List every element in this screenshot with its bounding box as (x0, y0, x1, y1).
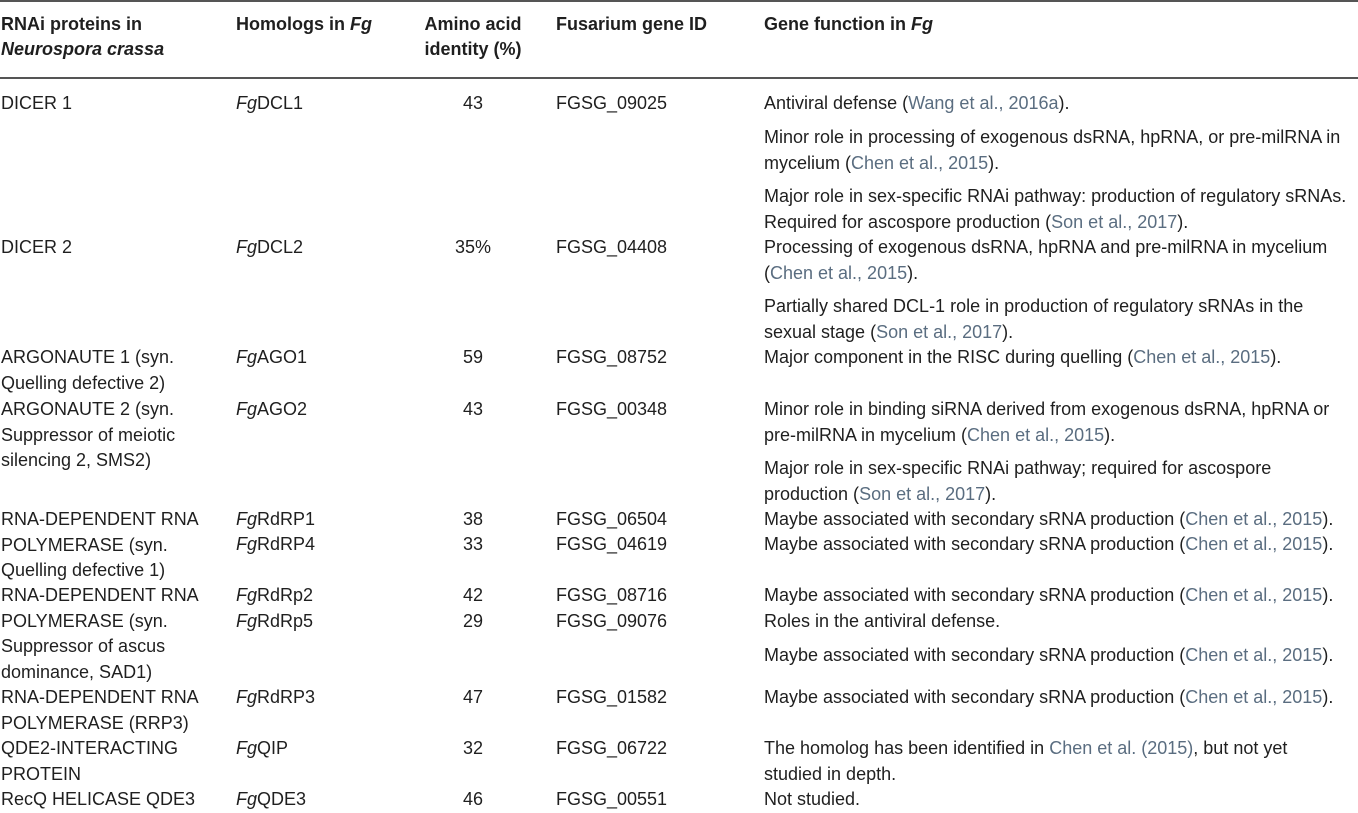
gene-function (764, 397, 1329, 448)
function-text: Partially shared DCL-1 role in production of regulatory sRNAs in the (764, 296, 1304, 316)
protein-name-line: QDE2-INTERACTING (1, 738, 179, 758)
header-gene-id: Fusarium gene ID (556, 14, 708, 34)
gene-function: Not studied. (764, 789, 861, 809)
protein-name (1, 507, 199, 584)
header-identity (424, 12, 521, 62)
function-text: ). (1058, 93, 1070, 113)
homolog-prefix: Fg (236, 738, 258, 758)
homolog-prefix: Fg (236, 237, 258, 257)
function-text: ). (1177, 211, 1189, 232)
homolog (236, 397, 307, 423)
gene-id: FGSG_04408 (556, 237, 668, 257)
header-text: Homologs in (236, 14, 350, 34)
protein-name-line: silencing 2, SMS2) (1, 450, 152, 470)
function-text: Major role in sex-specific RNAi pathway; required for ascospore (764, 458, 1272, 478)
homolog (236, 685, 315, 711)
protein-name-line: Quelling defective 1) (1, 560, 166, 580)
function-text: ). (1322, 509, 1334, 529)
homolog-suffix: RdRP4 (257, 534, 316, 554)
gene-id: FGSG_01582 (556, 687, 668, 707)
function-text: Maybe associated with secondary sRNA production ( (764, 509, 1186, 529)
function-text: ). (907, 262, 919, 283)
homolog-suffix: RdRP1 (257, 509, 316, 529)
protein-name (1, 736, 178, 787)
function-text: ). (1322, 534, 1334, 554)
function-text: sexual stage ( (764, 321, 877, 342)
protein-name-line: POLYMERASE (syn. (1, 534, 168, 555)
protein-name-line: Quelling defective 2) (1, 372, 166, 393)
protein-name (1, 583, 199, 685)
protein-name-line: dominance, SAD1) (1, 661, 153, 682)
citation-link[interactable]: Son et al., 2017 (876, 321, 1003, 342)
function-text: pre-milRNA in mycelium ( (764, 424, 968, 445)
homolog-suffix: QIP (257, 738, 289, 758)
amino-acid-identity: 32 (462, 738, 484, 758)
gene-id: FGSG_04619 (556, 534, 668, 554)
gene-function (764, 583, 1333, 609)
homolog (236, 736, 288, 762)
function-text: ). (1002, 321, 1014, 342)
function-text: ). (1270, 347, 1282, 367)
gene-function: Roles in the antiviral defense. (764, 611, 1001, 631)
homolog-suffix: DCL1 (257, 93, 304, 113)
amino-acid-identity: 38 (462, 509, 484, 529)
header-homologs (236, 12, 372, 37)
function-text: Antiviral defense ( (764, 93, 909, 113)
homolog (236, 532, 315, 558)
amino-acid-identity: 59 (462, 347, 484, 367)
protein-name: RecQ HELICASE QDE3 (1, 789, 196, 809)
protein-name: DICER 1 (1, 93, 73, 113)
function-text: Minor role in processing of exogenous dsRNA, hpRNA, or pre-milRNA in (764, 127, 1341, 147)
homolog-prefix: Fg (236, 399, 258, 419)
function-text: ). (1322, 645, 1334, 665)
gene-id: FGSG_08716 (556, 585, 668, 605)
function-text: Maybe associated with secondary sRNA production ( (764, 645, 1186, 665)
homolog-prefix: Fg (236, 687, 258, 707)
gene-id: FGSG_06722 (556, 738, 668, 758)
protein-name-line: ARGONAUTE 1 (syn. (1, 347, 175, 367)
protein-name-line: Suppressor of meiotic (1, 424, 176, 445)
homolog-prefix: Fg (236, 611, 258, 631)
amino-acid-identity: 42 (462, 585, 484, 605)
protein-name (1, 345, 174, 396)
protein-name-line: POLYMERASE (syn. (1, 610, 168, 631)
function-text: Major component in the RISC during quelling ( (764, 347, 1134, 367)
function-text: Processing of exogenous dsRNA, hpRNA and pre-milRNA in mycelium (764, 237, 1328, 257)
protein-name (1, 685, 199, 736)
gene-id: FGSG_00551 (556, 789, 668, 809)
homolog-prefix: Fg (236, 509, 258, 529)
gene-function (764, 345, 1281, 371)
gene-function (764, 456, 1271, 507)
homolog (236, 507, 315, 533)
function-text: Minor role in binding siRNA derived from exogenous dsRNA, hpRNA or (764, 399, 1330, 419)
header-text: Gene function in (764, 14, 911, 34)
homolog-suffix: QDE3 (257, 789, 307, 809)
header-text: Neurospora crassa (1, 39, 165, 59)
function-text: Required for ascospore production ( (764, 211, 1052, 232)
gene-id: FGSG_09076 (556, 611, 668, 631)
function-text: mycelium ( (764, 152, 852, 173)
homolog-prefix: Fg (236, 585, 258, 605)
function-text: , but not yet (1193, 738, 1288, 758)
homolog-suffix: AGO1 (257, 347, 308, 367)
function-text: ( (764, 262, 770, 283)
citation-link[interactable]: Chen et al., 2015 (1185, 687, 1323, 707)
homolog-prefix: Fg (236, 93, 258, 113)
protein-name-line: RNA-DEPENDENT RNA (1, 687, 199, 707)
function-text: ). (1104, 424, 1116, 445)
citation-link[interactable]: Chen et al., 2015 (770, 262, 908, 283)
citation-link[interactable]: Chen et al., 2015 (967, 424, 1105, 445)
homolog-suffix: RdRp5 (257, 611, 314, 631)
homolog (236, 609, 313, 635)
citation-link[interactable]: Chen et al., 2015 (851, 152, 989, 173)
citation-link[interactable]: Chen et al., 2015 (1185, 585, 1323, 605)
homolog-suffix: DCL2 (257, 237, 304, 257)
homolog (236, 235, 303, 261)
function-text: production ( (764, 483, 860, 504)
citation-link[interactable]: Chen et al. (2015) (1049, 738, 1194, 758)
top-rule (0, 0, 1358, 2)
header-text: identity (%) (424, 39, 522, 59)
homolog (236, 91, 303, 117)
function-text: ). (985, 483, 997, 504)
gene-id: FGSG_08752 (556, 347, 668, 367)
protein-name-line: PROTEIN (1, 763, 82, 784)
citation-link[interactable]: Chen et al., 2015 (1133, 347, 1271, 367)
amino-acid-identity: 46 (462, 789, 484, 809)
header-gene-function (764, 12, 933, 37)
citation-link[interactable]: Son et al., 2017 (1051, 211, 1178, 232)
amino-acid-identity: 35% (454, 237, 492, 257)
gene-function (764, 184, 1346, 235)
header-text: Fg (350, 14, 372, 34)
gene-id: FGSG_09025 (556, 93, 668, 113)
gene-function (764, 294, 1303, 345)
gene-function (764, 235, 1327, 286)
gene-function (764, 91, 1070, 117)
homolog (236, 345, 307, 371)
function-text: Major role in sex-specific RNAi pathway: production of regulatory sRNAs. (764, 186, 1347, 206)
gene-function (764, 532, 1333, 558)
protein-name-line: RNA-DEPENDENT RNA (1, 509, 199, 529)
amino-acid-identity: 43 (462, 93, 484, 113)
protein-name (1, 397, 175, 474)
header-text: Fg (911, 14, 933, 34)
function-text: The homolog has been identified in (764, 738, 1050, 758)
citation-link[interactable]: Wang et al., 2016a (908, 93, 1059, 113)
citation-link[interactable]: Chen et al., 2015 (1185, 509, 1323, 529)
homolog-suffix: RdRP3 (257, 687, 316, 707)
header-text: RNAi proteins in (1, 14, 143, 34)
gene-id: FGSG_06504 (556, 509, 668, 529)
function-text: Maybe associated with secondary sRNA production ( (764, 585, 1186, 605)
header-rnai-proteins (1, 12, 164, 62)
homolog-suffix: AGO2 (257, 399, 308, 419)
header-rule (0, 77, 1358, 79)
protein-name-line: POLYMERASE (RRP3) (1, 712, 189, 733)
citation-link[interactable]: Chen et al., 2015 (1185, 645, 1323, 665)
function-text: ). (1322, 687, 1334, 707)
homolog-prefix: Fg (236, 534, 258, 554)
gene-id: FGSG_00348 (556, 399, 668, 419)
header-text: Amino acid (424, 14, 522, 34)
homolog (236, 787, 306, 813)
homolog-prefix: Fg (236, 347, 258, 367)
amino-acid-identity: 29 (462, 611, 484, 631)
protein-name-line: RNA-DEPENDENT RNA (1, 585, 199, 605)
gene-function (764, 736, 1287, 787)
homolog (236, 583, 313, 609)
function-text: ). (1322, 585, 1334, 605)
amino-acid-identity: 43 (462, 399, 484, 419)
protein-name: DICER 2 (1, 237, 73, 257)
homolog-suffix: RdRp2 (257, 585, 314, 605)
function-text: ). (988, 152, 1000, 173)
amino-acid-identity: 47 (462, 687, 484, 707)
function-text: Maybe associated with secondary sRNA production ( (764, 687, 1186, 707)
gene-function (764, 507, 1333, 533)
function-text: studied in depth. (764, 763, 897, 784)
citation-link[interactable]: Son et al., 2017 (859, 483, 986, 504)
gene-function (764, 685, 1333, 711)
protein-name-line: Suppressor of ascus (1, 636, 166, 656)
gene-function (764, 643, 1333, 669)
function-text: Maybe associated with secondary sRNA production ( (764, 534, 1186, 554)
homolog-prefix: Fg (236, 789, 258, 809)
amino-acid-identity: 33 (462, 534, 484, 554)
gene-function (764, 125, 1340, 176)
citation-link[interactable]: Chen et al., 2015 (1185, 534, 1323, 554)
protein-name-line: ARGONAUTE 2 (syn. (1, 399, 175, 419)
